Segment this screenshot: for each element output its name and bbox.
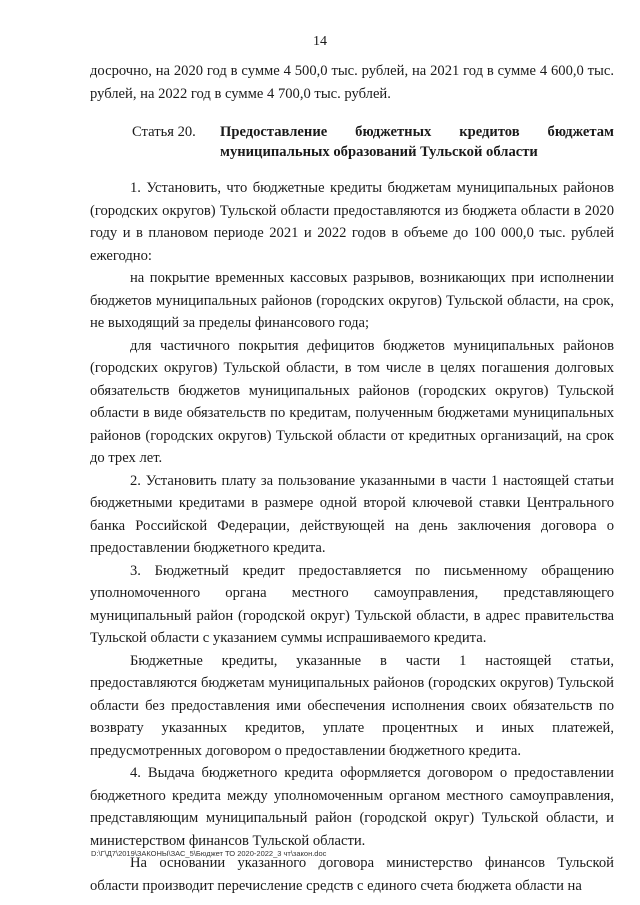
article-number: Статья 20. xyxy=(132,124,196,140)
page-number: 14 xyxy=(313,34,327,49)
article-title: Предоставление бюджетных кредитов бюджетам муниципальных образований Тульской области xyxy=(220,124,614,160)
paragraph-1a: на покрытие временных кассовых разрывов, возникающих при исполнении бюджетов муниципальных районов (городских округов) Тульской области, на срок, не выходящий за пределы финансового года; xyxy=(90,270,614,331)
paragraph-4: 4. Выдача бюджетного кредита оформляется договором о предоставлении бюджетного кредита между уполномоченным органом местного самоуправления, представляющим муниципальный район (городской округ) Тульской области, и министерством финансов Тульской области. xyxy=(90,765,614,849)
paragraph-3a: Бюджетные кредиты, указанные в части 1 настоящей статьи, предоставляются бюджетам муниципальных районов (городских округов) Тульской области без предоставления ими обеспечения исполнения своих обязательств по возврату указанных кредитов, уплате процентных и иных платежей, предусмотренных договором о предоставлении бюджетного кредита. xyxy=(90,652,614,759)
paragraph-1: 1. Установить, что бюджетные кредиты бюджетам муниципальных районов (городских округов) Тульской области предоставляются из бюджета области в 2020 году и в плановом периоде 2021 и 2022 годов в объеме до 100 000,0 тыс. рублей ежегодно: xyxy=(90,180,614,264)
intro-paragraph: досрочно, на 2020 год в сумме 4 500,0 тыс. рублей, на 2021 год в сумме 4 600,0 тыс. рублей, на 2022 год в сумме 4 700,0 тыс. рублей. xyxy=(90,63,614,102)
file-path-footer: D:\Г\Д7\2019\ЗАКОНЫ\ЗАС_5\Бюджет ТО 2020-2022_3 чт\закон.doc xyxy=(91,849,327,858)
paragraph-2: 2. Установить плату за пользование указанными в части 1 настоящей статьи бюджетными кредитами в размере одной второй ключевой ставки Центрального банка Российской Федерации, действующей на день заключения договора о предоставлении бюджетного кредита. xyxy=(90,472,614,556)
paragraph-1b: для частичного покрытия дефицитов бюджетов муниципальных районов (городских округов) Тульской области, в том числе в целях погашения долговых обязательств бюджетов муниципальных районов (городских округов) Тульской области в виде обязательств по кредитам, полученным бюджетами муниципальных районов (городских округов) Тульской области от кредитных организаций, на срок до трех лет. xyxy=(90,337,614,466)
intro-block xyxy=(90,60,614,105)
paragraph-4a: На основании указанного договора министерство финансов Тульской области производит перечисление средств с единого счета бюджета области на xyxy=(90,855,614,894)
article-body xyxy=(90,177,614,897)
paragraph-3: 3. Бюджетный кредит предоставляется по письменному обращению уполномоченного органа местного самоуправления, представляющего муниципальный район (городской округ) Тульской области, в адрес правительства Тульской области с указанием суммы испрашиваемого кредита. xyxy=(90,562,614,646)
